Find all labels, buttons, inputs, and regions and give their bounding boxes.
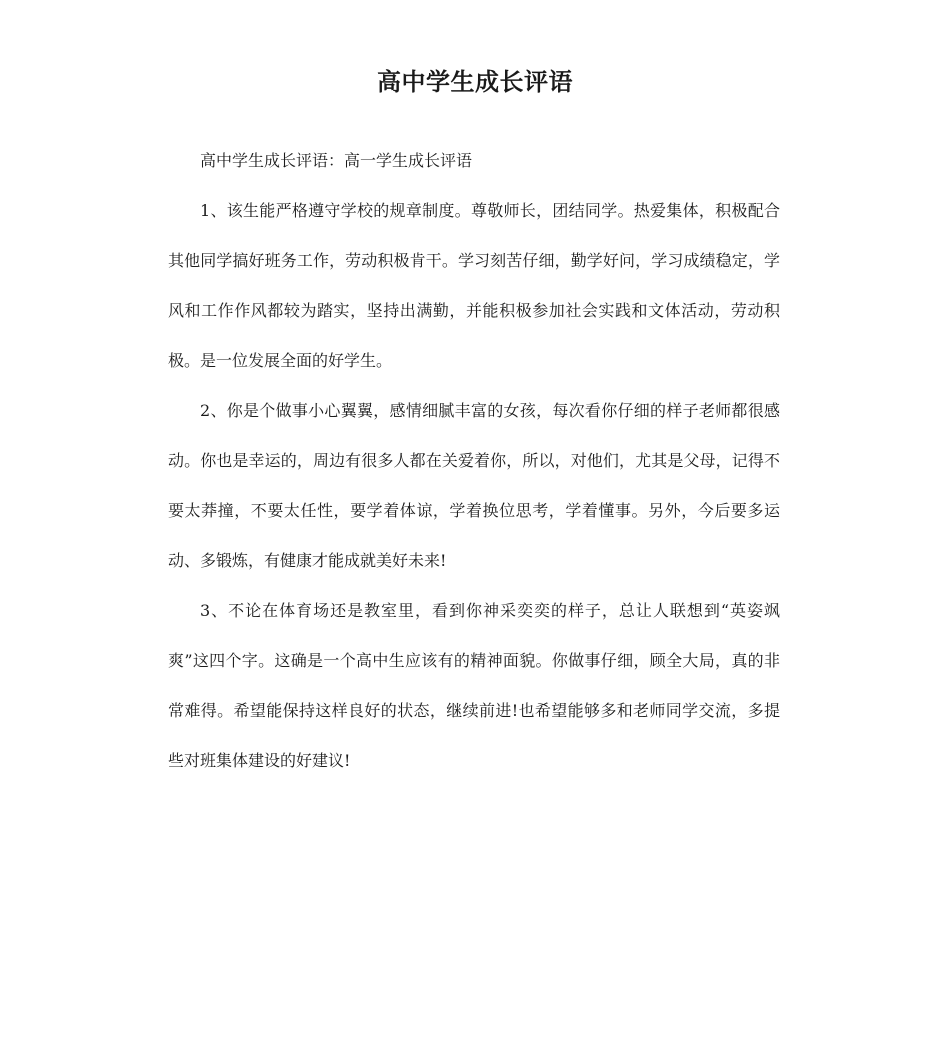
comment-paragraph-1: 1、该生能严格遵守学校的规章制度。尊敬师长，团结同学。热爱集体，积极配合其他同学搞好班务工作，劳动积极肯干。学习刻苦仔细，勤学好问，学习成绩稳定，学风和工作作风都较为踏实，坚持出满勤，并能积极参加社会实践和文体活动，劳动积极。是一位发展全面的好学生。 <box>168 201 780 370</box>
document-body <box>168 136 780 786</box>
comment-paragraph-2: 2、你是个做事小心翼翼，感情细腻丰富的女孩，每次看你仔细的样子老师都很感动。你也是幸运的，周边有很多人都在关爱着你，所以，对他们，尤其是父母，记得不要太莽撞，不要太任性，要学着体谅，学着换位思考，学着懂事。另外，今后要多运动、多锻炼，有健康才能成就美好未来! <box>168 401 780 570</box>
subtitle-paragraph: 高中学生成长评语：高一学生成长评语 <box>200 151 473 170</box>
page-title: 高中学生成长评语 <box>377 68 573 96</box>
comment-paragraph-3: 3、不论在体育场还是教室里，看到你神采奕奕的样子，总让人联想到“英姿飒爽”这四个字。这确是一个高中生应该有的精神面貌。你做事仔细，顾全大局，真的非常难得。希望能保持这样良好的状态，继续前进!也希望能够多和老师同学交流，多提些对班集体建设的好建议! <box>168 601 780 770</box>
